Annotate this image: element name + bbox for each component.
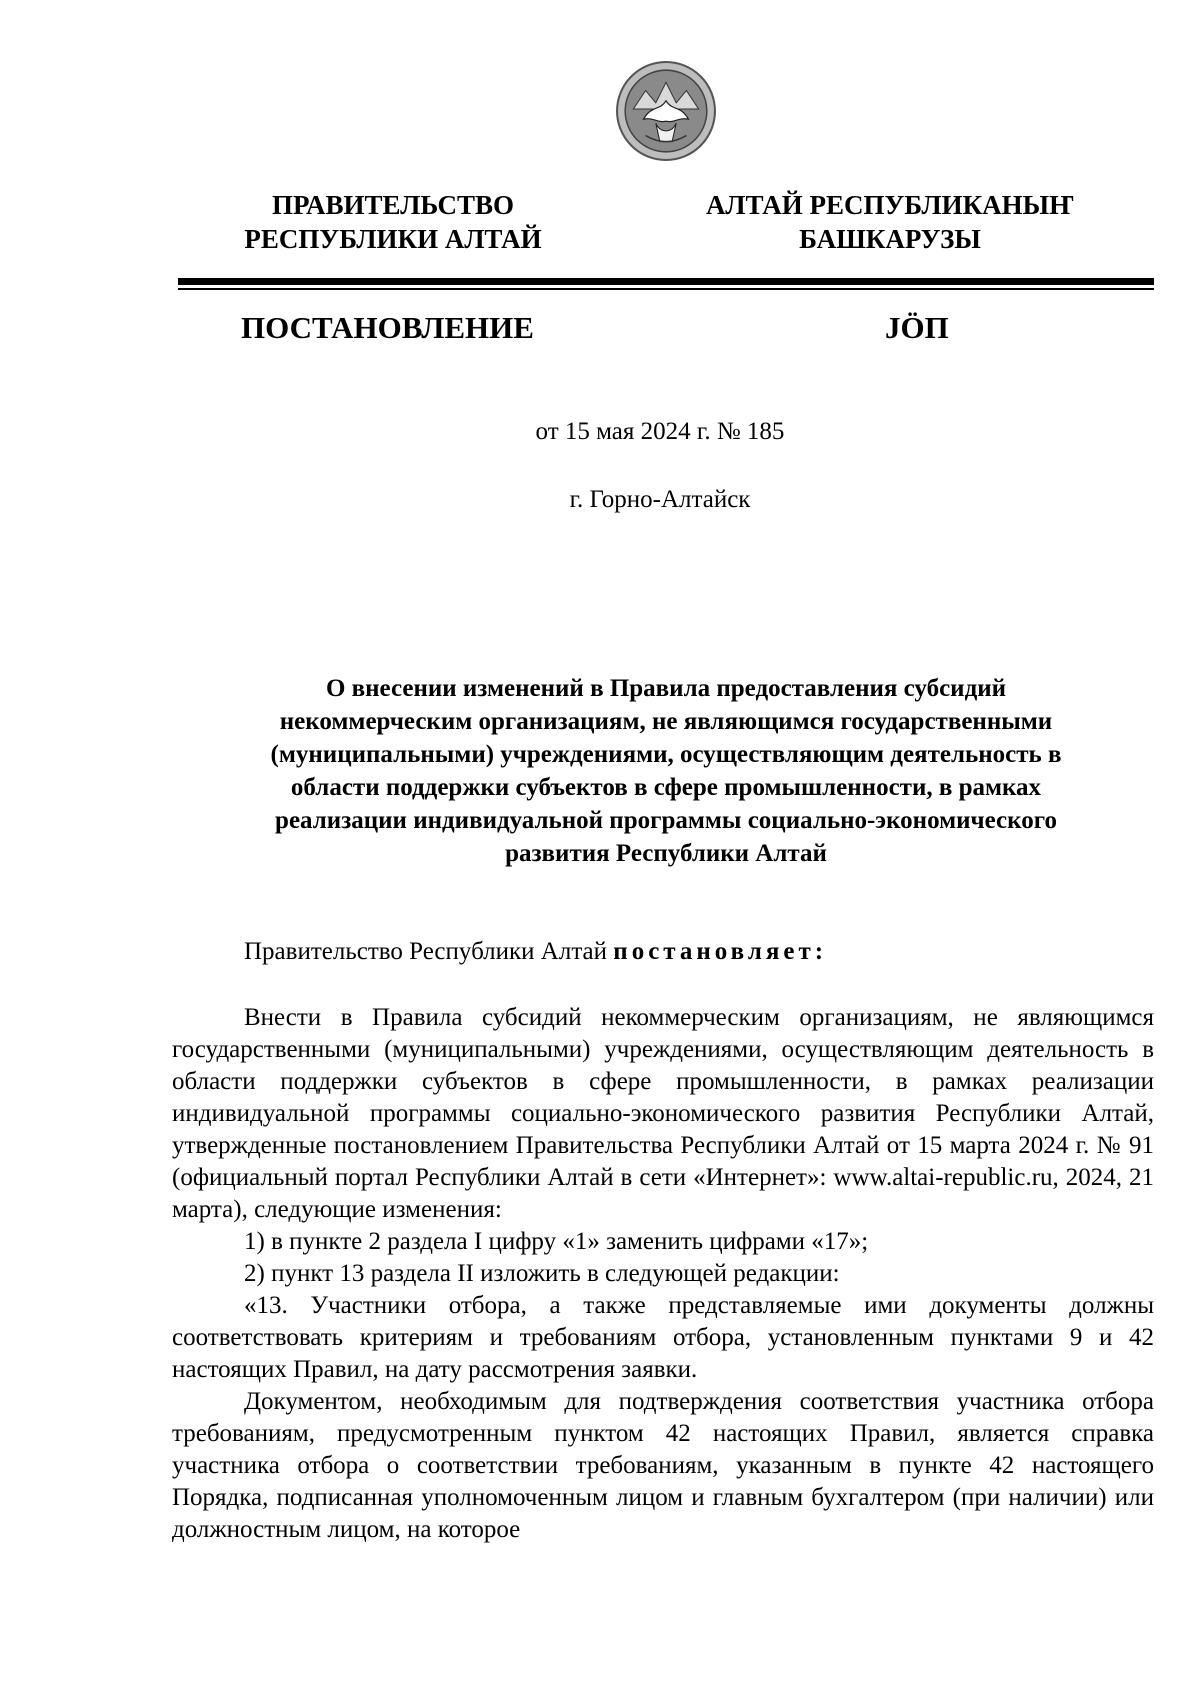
resolves-keyword: постановляет: bbox=[613, 938, 828, 965]
amendment-item-1: 1) в пункте 2 раздела I цифру «1» заменить цифрами «17»; bbox=[244, 1228, 869, 1255]
resolves-clause bbox=[244, 936, 1154, 968]
title-line: (муниципальными) учреждениями, осуществляющим деятельность в bbox=[270, 741, 1062, 768]
title-line: области поддержки субъектов в сфере промышленности, в рамках bbox=[290, 774, 1042, 801]
issuer-name-russian bbox=[193, 188, 593, 256]
document-title bbox=[178, 672, 1154, 870]
header-rule-thin bbox=[178, 288, 1154, 290]
document-body bbox=[172, 1002, 1154, 1546]
header-rule-thick bbox=[178, 278, 1154, 285]
title-line: реализации индивидуальной программы социально-экономического bbox=[275, 807, 1057, 834]
title-line: развития Республики Алтай bbox=[505, 840, 827, 867]
issuer-right-line1: АЛТАЙ РЕСПУБЛИКАНЫҤ bbox=[705, 190, 1075, 220]
title-line: О внесении изменений в Правила предоставления субсидий bbox=[325, 675, 1007, 702]
doctype-altai: JӦП bbox=[885, 310, 949, 345]
document-city: г. Горно-Алтайск bbox=[569, 486, 751, 513]
title-line: некоммерческим организациям, не являющимся государственными bbox=[279, 708, 1053, 735]
issuer-left-line1: ПРАВИТЕЛЬСТВО bbox=[271, 190, 515, 220]
issuer-left-line2: РЕСПУБЛИКИ АЛТАЙ bbox=[244, 224, 542, 254]
issuer-right-line2: БАШКАРУЗЫ bbox=[799, 224, 981, 254]
doctype-russian: ПОСТАНОВЛЕНИЕ bbox=[241, 310, 534, 345]
issuer-name-altai bbox=[690, 188, 1090, 256]
coat-of-arms-icon bbox=[615, 60, 717, 162]
document-date-number: от 15 мая 2024 г. № 185 bbox=[535, 418, 785, 445]
documentation-paragraph: Документом, необходимым для подтверждения соответствия участника отбора требованиям, предусмотренным пунктом 42 настоящих Правил, является справка участника отбора о соответствии требованиям, указанным в пункте 42 настоящего Порядка, подписанная уполномоченным лицом и главным бухгалтером (при наличии) или должностным лицом, на которое bbox=[172, 1388, 1154, 1543]
body-intro-paragraph: Внести в Правила субсидий некоммерческим организациям, не являющимся государственными (муниципальными) учреждениями, осуществляющим деятельность в области поддержки субъектов в сфере промышленности, в рамках реализации индивидуальной программы социально-экономического развития Республики Алтай, утвержденные постановлением Правительства Республики Алтай от 15 марта 2024 г. № 91 (официальный портал Республики Алтай в сети «Интернет»: www.altai-republic.ru, 2024, 21 марта), следующие изменения: bbox=[172, 1004, 1154, 1223]
resolves-prefix: Правительство Республики Алтай bbox=[244, 938, 614, 965]
clause-13-paragraph: «13. Участники отбора, а также представляемые ими документы должны соответствовать критериям и требованиям отбора, установленным пунктами 9 и 42 настоящих Правил, на дату рассмотрения заявки. bbox=[172, 1292, 1154, 1383]
amendment-item-2: 2) пункт 13 раздела II изложить в следующей редакции: bbox=[244, 1260, 840, 1287]
